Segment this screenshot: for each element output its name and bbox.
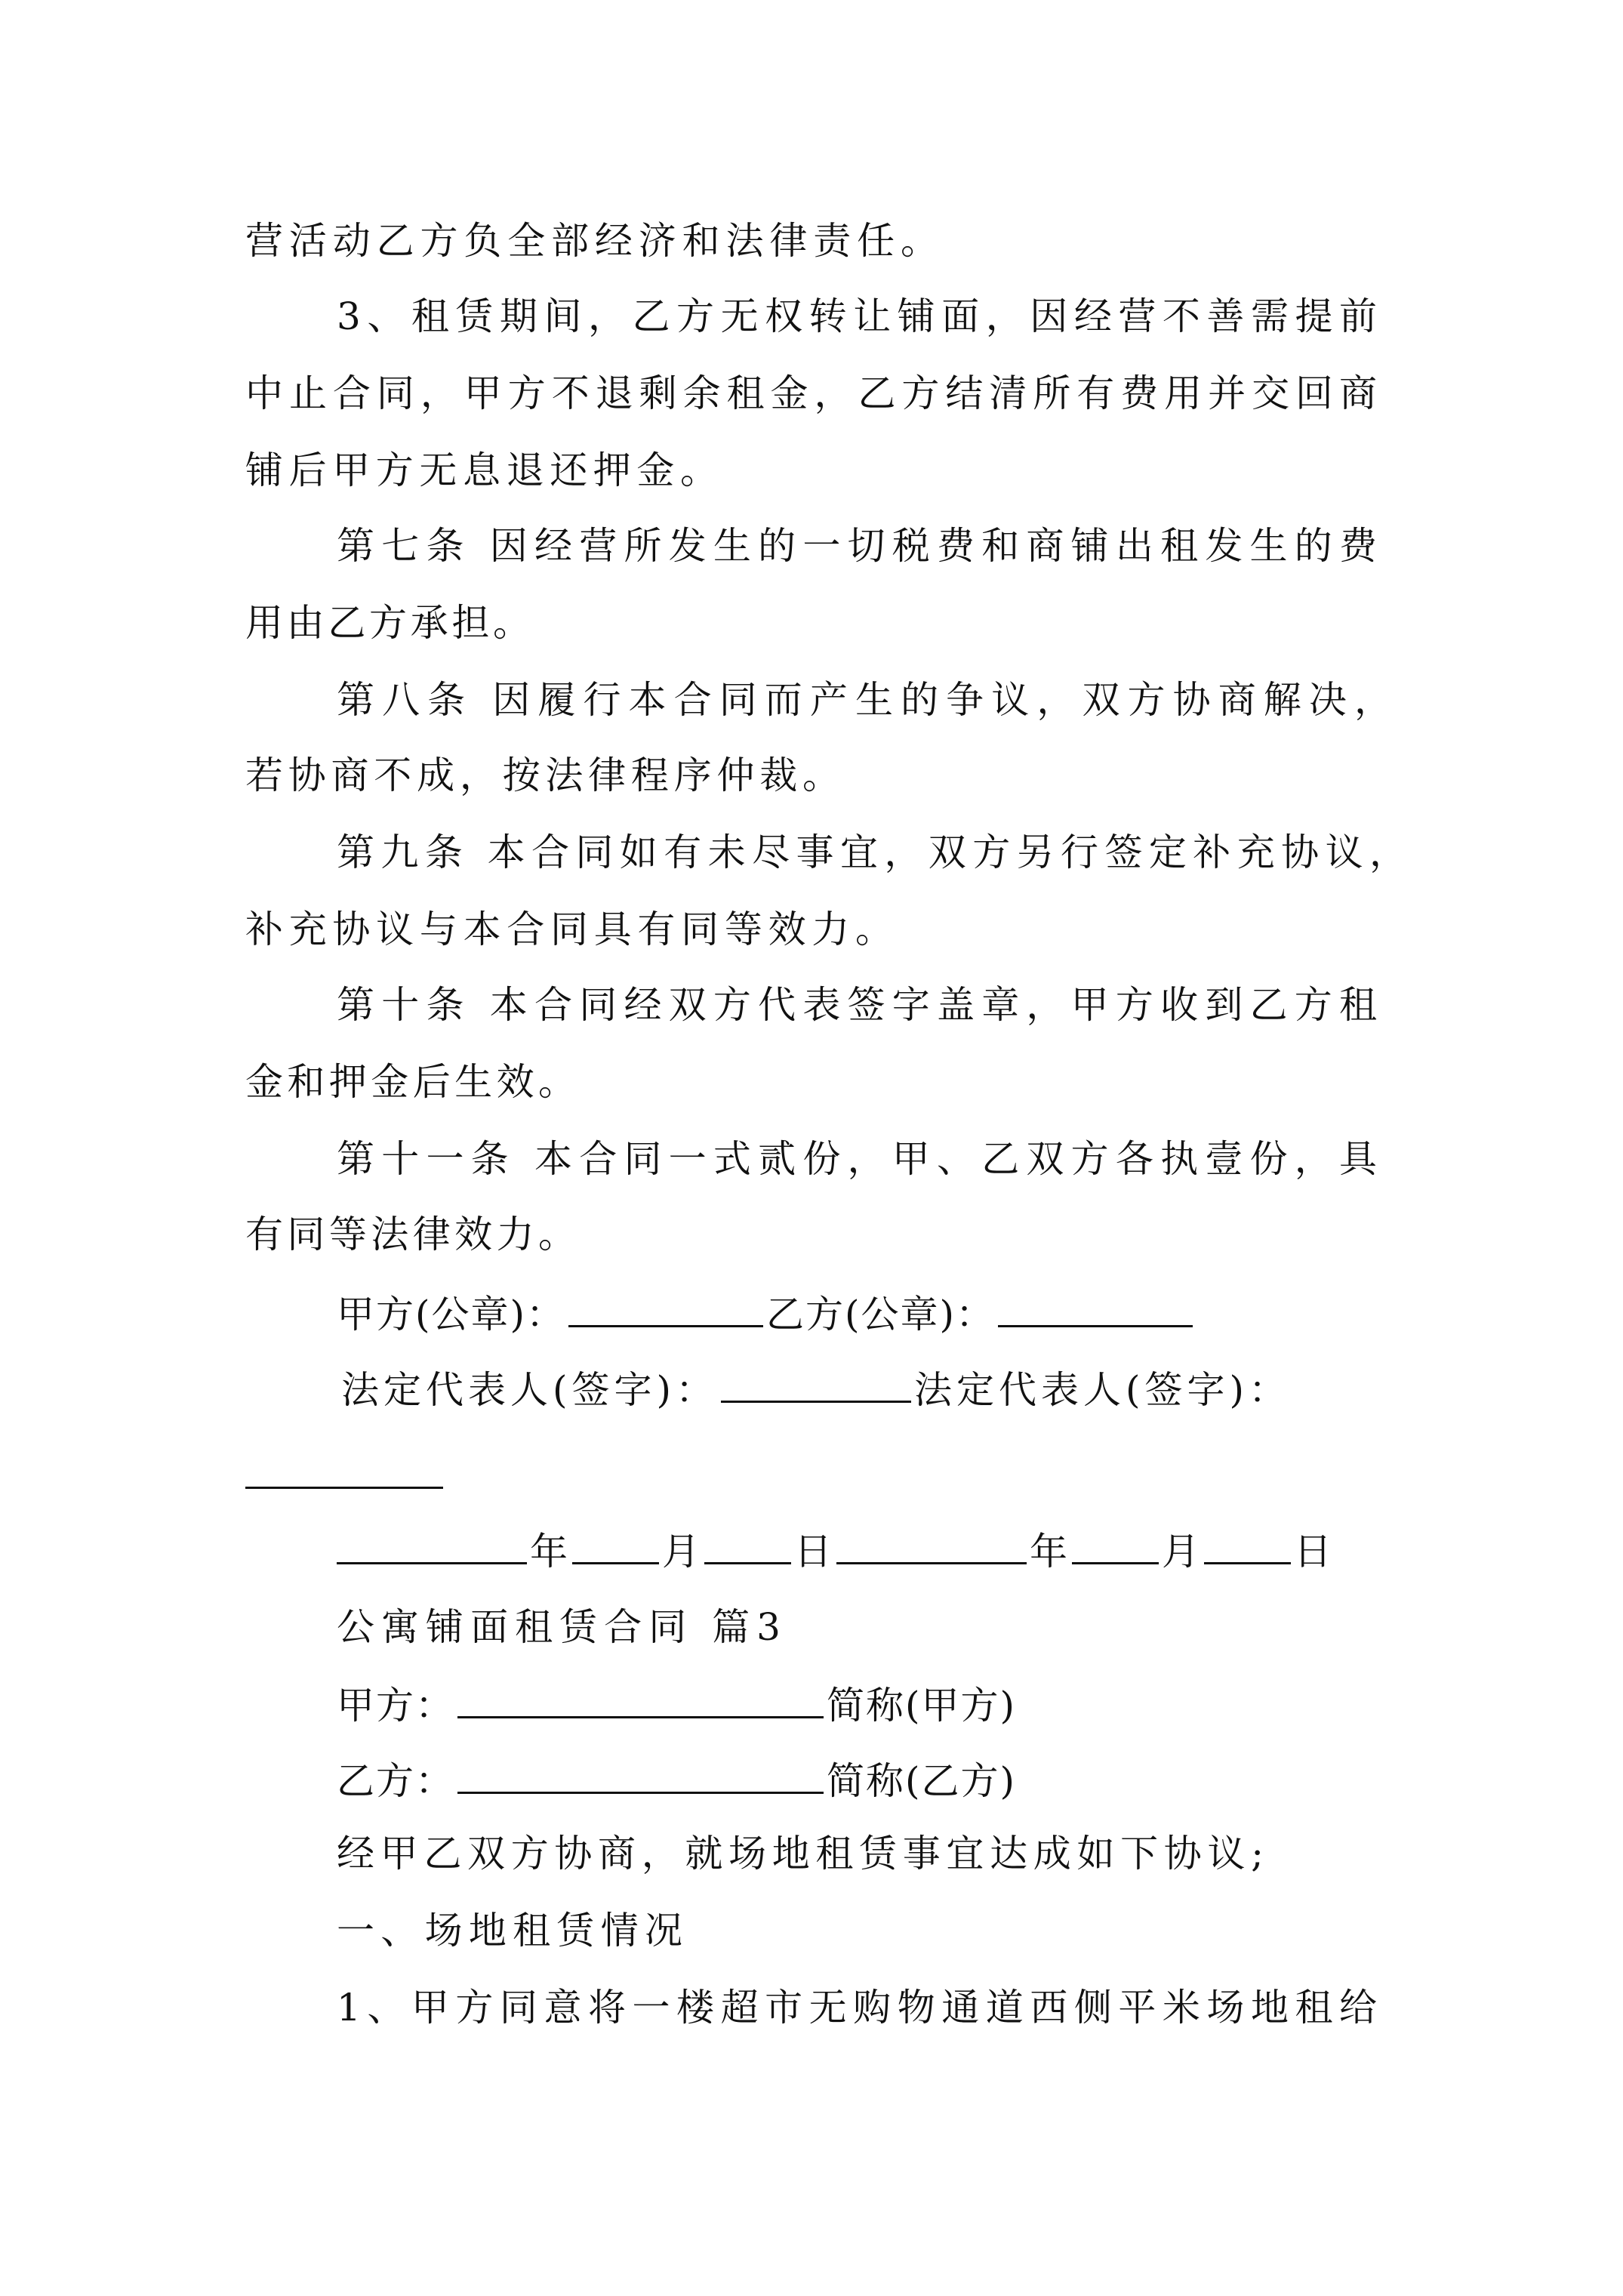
article-7-line: 用由乙方承担。 [245,601,532,645]
party-a-label: 甲方： [337,1684,454,1727]
party-b-seal-label: 乙方(公章)： [766,1293,996,1336]
party-b-seal-blank [998,1289,1193,1327]
party-b-label: 乙方： [337,1759,454,1803]
article-9-line: 补充协议与本合同具有同等效力。 [245,908,895,951]
paragraph-line: 营活动乙方负全部经济和法律责任。 [245,219,940,263]
paragraph-line: 中止合同，甲方不退剩余租金，乙方结清所有费用并交回商 [245,371,1378,415]
seal-line [337,1289,1196,1334]
party-a-rep-blank [721,1364,911,1403]
item-line: 1、甲方同意将一楼超市无购物通道西侧平米场地租给 [337,1986,1378,2029]
date-line: 年 月 日 年 月 日 [337,1526,1333,1571]
month-blank [1072,1526,1159,1564]
party-b-rep-label: 法定代表人(签字)： [914,1368,1292,1412]
article-8-line: 第八条 因履行本合同而产生的争议，双方协商解决， [337,678,1394,722]
article-11-line: 第十一条 本合同一式贰份，甲、乙双方各执壹份，具 [337,1137,1378,1181]
article-10-line: 金和押金后生效。 [245,1060,577,1104]
party-a-line [337,1680,1016,1725]
paragraph-line: 铺后甲方无息退还押金。 [245,448,719,492]
party-a-rep-label: 法定代表人(签字)： [341,1368,719,1412]
year-blank [836,1526,1027,1564]
day-blank [704,1526,791,1564]
heading-line: 一、场地租赁情况 [337,1909,684,1952]
article-11-line: 有同等法律效力。 [245,1213,577,1256]
article-9-line: 第九条 本合同如有未尽事宜，双方另行签定补充协议， [337,831,1409,874]
intro-line: 经甲乙双方协商，就场地租赁事宜达成如下协议; [337,1832,1265,1875]
party-b-abbr: 简称(乙方) [827,1759,1017,1803]
article-10-line: 第十条 本合同经双方代表签字盖章，甲方收到乙方租 [337,983,1378,1027]
representative-line [341,1364,1291,1410]
party-a-seal-label: 甲方(公章)： [337,1293,566,1336]
section-title: 公寓铺面租赁合同 篇3 [337,1605,782,1649]
paragraph-line: 3、租赁期间，乙方无权转让铺面，因经营不善需提前 [337,294,1378,338]
party-b-line [337,1755,1016,1801]
article-7-line: 第七条 因经营所发生的一切税费和商铺出租发生的费 [337,524,1378,568]
day-blank [1204,1526,1291,1564]
party-a-abbr: 简称(甲方) [827,1684,1017,1727]
party-a-seal-blank [568,1289,763,1327]
year-blank [337,1526,527,1564]
month-blank [572,1526,659,1564]
party-b-rep-blank [245,1487,443,1489]
party-a-name-blank [457,1680,824,1718]
article-8-line: 若协商不成，按法律程序仲裁。 [245,754,842,797]
party-b-name-blank [457,1755,824,1794]
